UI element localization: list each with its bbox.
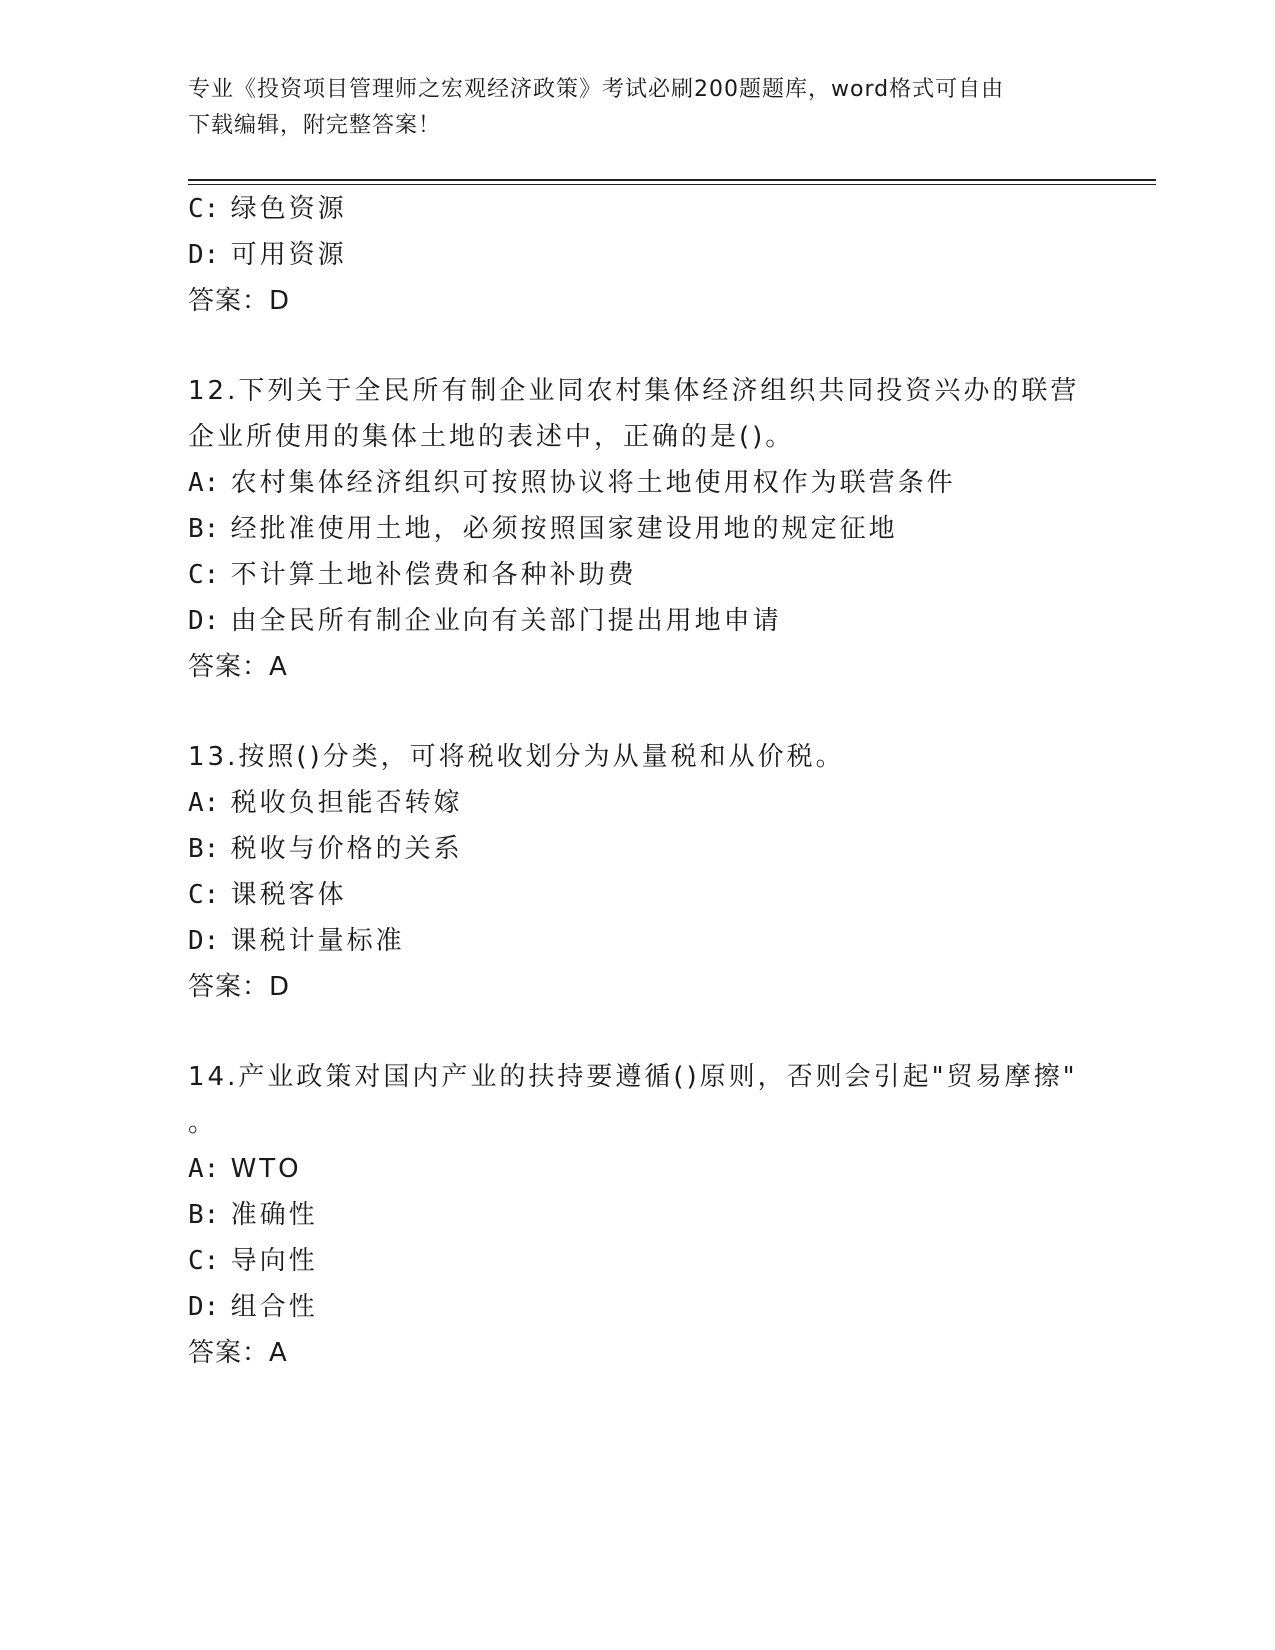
option-key: D: <box>188 240 220 270</box>
option-key: C: <box>188 1246 220 1276</box>
option-key: C: <box>188 880 220 910</box>
option-key: C: <box>188 560 220 590</box>
option-text: 不计算土地补偿费和各种补助费 <box>230 560 637 590</box>
option-key: A: <box>188 1154 220 1184</box>
question-title-line: 。 <box>188 1108 218 1138</box>
header-divider-thick <box>188 179 1156 181</box>
option-line <box>188 186 1118 232</box>
option-line <box>188 918 1118 964</box>
question-title-line: 企业所使用的集体土地的表述中，正确的是()。 <box>188 422 795 452</box>
option-text: 可用资源 <box>230 240 347 270</box>
option-text: 课税计量标准 <box>230 926 405 956</box>
option-line <box>188 598 1118 644</box>
document-header <box>188 72 1088 144</box>
option-key: B: <box>188 1200 220 1230</box>
option-line <box>188 780 1118 826</box>
option-text: 课税客体 <box>230 880 347 910</box>
option-text: 导向性 <box>230 1246 318 1276</box>
option-text: 税收与价格的关系 <box>230 834 463 864</box>
option-key: C: <box>188 194 220 224</box>
option-text: 绿色资源 <box>230 194 347 224</box>
option-line <box>188 1284 1118 1330</box>
option-line <box>188 1192 1118 1238</box>
option-text: 由全民所有制企业向有关部门提出用地申请 <box>230 606 782 636</box>
option-line <box>188 1238 1118 1284</box>
header-divider-thin <box>188 184 1156 185</box>
header-line-1: 专业《投资项目管理师之宏观经济政策》考试必刷200题题库，word格式可自由 <box>188 77 1005 102</box>
question-title-line: 12.下列关于全民所有制企业同农村集体经济组织共同投资兴办的联营 <box>188 376 1080 406</box>
option-text: 经批准使用土地，必须按照国家建设用地的规定征地 <box>230 514 898 544</box>
answer-line: 答案：D <box>188 972 291 1002</box>
question-block <box>188 368 1118 690</box>
question-title-line: 14.产业政策对国内产业的扶持要遵循()原则，否则会引起"贸易摩擦" <box>188 1062 1078 1092</box>
header-line-2: 下载编辑，附完整答案！ <box>188 113 442 138</box>
option-key: B: <box>188 514 220 544</box>
answer-line: 答案：D <box>188 286 291 316</box>
option-text: 组合性 <box>230 1292 318 1322</box>
question-block <box>188 1054 1118 1376</box>
option-line <box>188 826 1118 872</box>
answer-line: 答案：A <box>188 652 288 682</box>
option-line <box>188 1146 1118 1192</box>
option-text: 准确性 <box>230 1200 318 1230</box>
option-key: A: <box>188 788 220 818</box>
option-key: B: <box>188 834 220 864</box>
option-text: 农村集体经济组织可按照协议将土地使用权作为联营条件 <box>230 468 956 498</box>
option-key: D: <box>188 926 220 956</box>
question-title-line: 13.按照()分类，可将税收划分为从量税和从价税。 <box>188 742 845 772</box>
question-block <box>188 734 1118 1010</box>
option-key: D: <box>188 606 220 636</box>
question-content <box>188 186 1118 1376</box>
option-text: 税收负担能否转嫁 <box>230 788 463 818</box>
option-line <box>188 506 1118 552</box>
option-line <box>188 232 1118 278</box>
option-key: D: <box>188 1292 220 1322</box>
option-text: WTO <box>230 1154 302 1184</box>
option-line <box>188 460 1118 506</box>
option-line <box>188 872 1118 918</box>
answer-line: 答案：A <box>188 1338 288 1368</box>
option-key: A: <box>188 468 220 498</box>
option-line <box>188 552 1118 598</box>
